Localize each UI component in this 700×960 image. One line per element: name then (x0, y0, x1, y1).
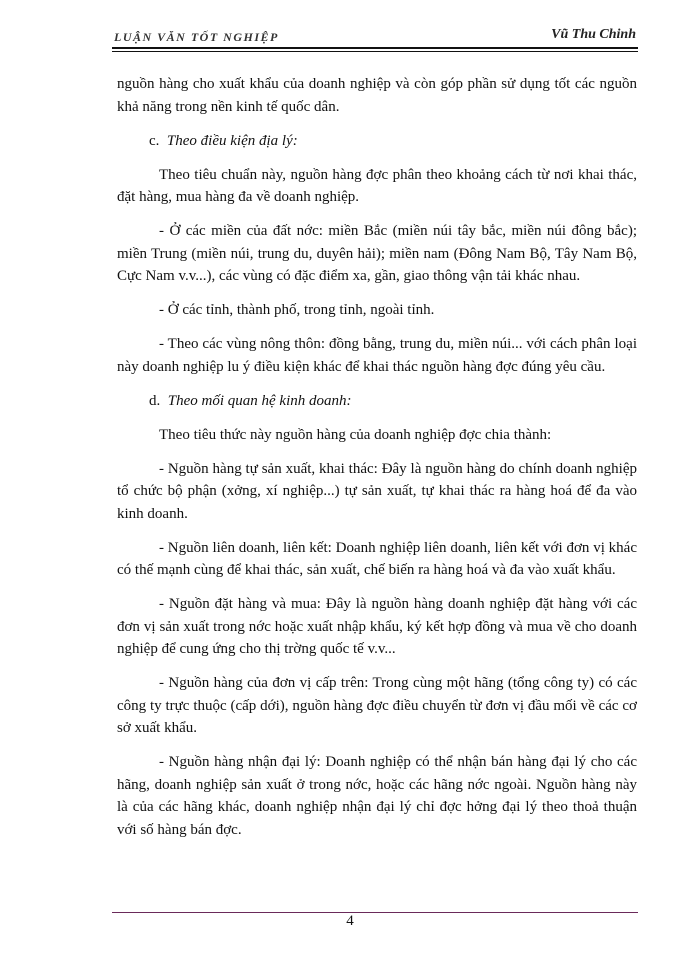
thesis-title-header: LUẬN VĂN TỐT NGHIỆP (114, 30, 279, 44)
paragraph-intro: nguồn hàng cho xuất khẩu của doanh nghiệp và còn góp phần sử dụng tốt các nguồn khả năng trong nền kinh tế quốc dân. (117, 76, 637, 115)
section-heading-c: c. Theo điều kiện địa lý: (149, 132, 298, 149)
bullet-paragraph: - Nguồn đặt hàng và mua: Đây là nguồn hàng doanh nghiệp đặt hàng với các đơn vị sản xuất trong nớc hoặc xuất nhập khẩu, ký kết hợp đồng và mua về cho doanh nghiệp để cung ứng cho thị trờng quốc tế v.v... (117, 596, 637, 657)
bullet-paragraph: - Ở các miền của đất nớc: miền Bắc (miền núi tây bắc, miền núi đông bắc); miền Trung (miền núi, trung du, duyên hải); miền nam (Đông Nam Bộ, Tây Nam Bộ, Cực Nam v.v...), các vùng có đặc điểm xa, gần, giao thông vận tải khác nhau. (117, 223, 637, 284)
bullet-paragraph: - Nguồn liên doanh, liên kết: Doanh nghiệp liên doanh, liên kết với đơn vị khác có thế mạnh cùng để khai thác, sản xuất, chế biến ra hàng hoá và đa vào xuất khẩu. (117, 539, 637, 578)
bullet-paragraph: - Nguồn hàng tự sản xuất, khai thác: Đây là nguồn hàng do chính doanh nghiệp tổ chức bộ phận (xởng, xí nghiệp...) tự sản xuất, tự khai thác ra hàng hoá để đa vào kinh doanh. (117, 460, 637, 522)
bullet-paragraph: - Nguồn hàng của đơn vị cấp trên: Trong cùng một hãng (tổng công ty) có các công ty trực thuộc (cấp dới), nguồn hàng đợc điều chuyển từ đơn vị đầu mối về các cơ sở xuất khẩu. (117, 675, 637, 736)
bullet-paragraph: - Theo các vùng nông thôn: đồng bằng, trung du, miền núi... với cách phân loại này doanh nghiệp lu ý điều kiện khác để khai thác nguồn hàng đợc đúng yêu cầu. (117, 336, 637, 375)
body-text (117, 73, 637, 853)
running-header (112, 26, 638, 48)
bullet-paragraph: - Ở các tỉnh, thành phố, trong tỉnh, ngoài tỉnh. (159, 302, 435, 318)
bullet-paragraph: - Nguồn hàng nhận đại lý: Doanh nghiệp có thể nhận bán hàng đại lý cho các hãng, doanh nghiệp sản xuất ở trong nớc, hoặc các hãng nớc ngoài. Nguồn hàng này là của các hãng khác, doanh nghiệp nhận đại lý chỉ đợc hởng đại lý theo thoả thuận với số hàng bán đợc. (117, 754, 637, 838)
page-number: 4 (346, 913, 354, 929)
header-rule (112, 47, 638, 49)
section-heading-d: d. Theo mối quan hệ kinh doanh: (149, 392, 352, 409)
author-name-header: Vũ Thu Chinh (551, 27, 636, 42)
header-rule-thin (112, 51, 638, 52)
paragraph: Theo tiêu chuẩn này, nguồn hàng đợc phân theo khoảng cách từ nơi khai thác, đặt hàng, mua hàng đa về doanh nghiệp. (117, 166, 637, 205)
paragraph: Theo tiêu thức này nguồn hàng của doanh nghiệp đợc chia thành: (159, 426, 552, 443)
